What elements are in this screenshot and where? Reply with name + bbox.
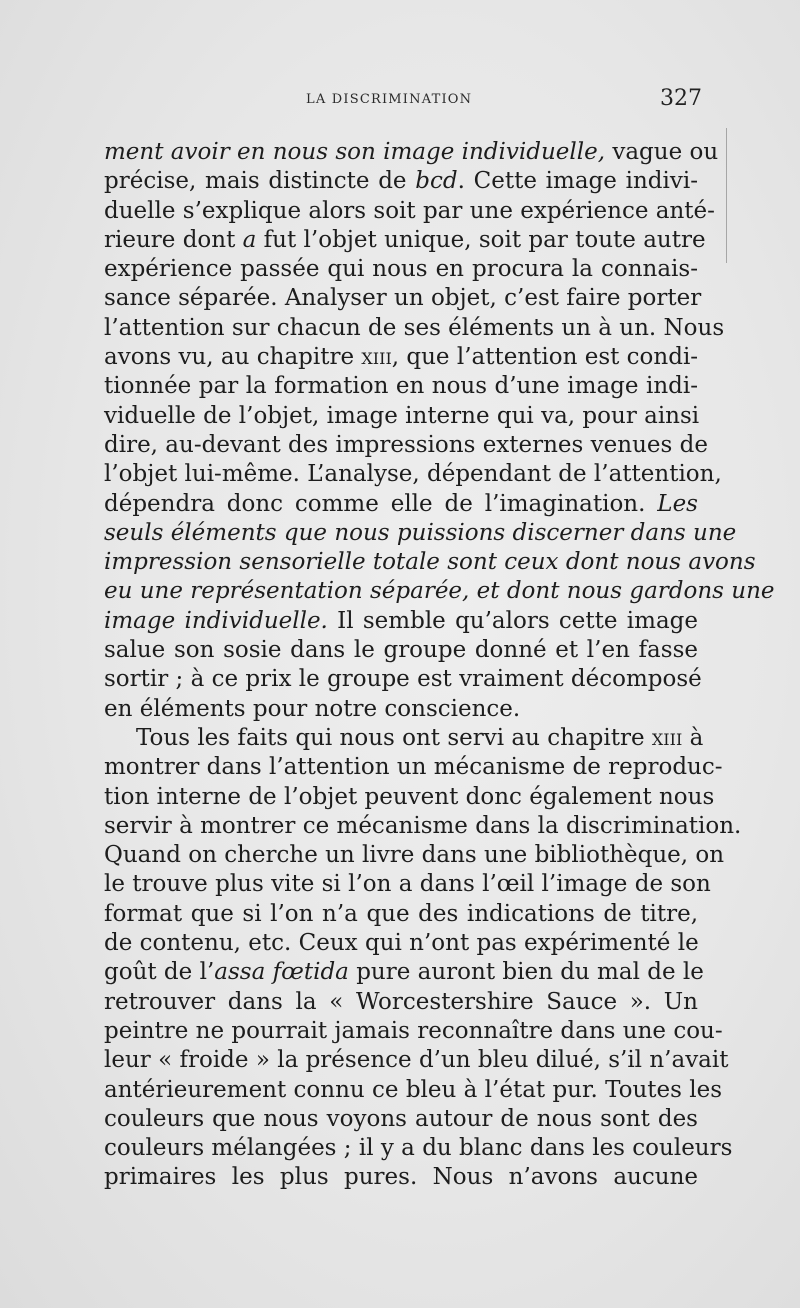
text-line [104,343,698,372]
text-line: viduelle de l’objet, image interne qui va, pour ainsi [104,402,700,429]
text-line: servir à montrer ce mécanisme dans la discrimination. [104,812,742,839]
text-line: Quand on cherche un livre dans une bibliothèque, on [104,842,725,869]
italic-span: bcd [415,168,458,195]
italic-span: Les [657,490,698,517]
text-span: fut l’objet unique, soit par toute autre [256,226,706,253]
text-line: l’attention sur chacun de ses éléments un à un. Nous [104,314,725,341]
text-span: vague ou [605,139,719,165]
text-line: tionnée par la formation en nous d’une image indi- [104,373,698,400]
text-line: montrer dans l’attention un mécanisme de reproduc- [104,754,723,781]
text-line: seuls éléments que nous puissions discerner dans une [104,519,737,546]
text-line: dire, au-devant des impressions externes venues de [104,431,708,458]
italic-span: ment avoir en nous son image individuelle, [104,139,606,165]
text-line: de contenu, etc. Ceux qui n’ont pas expérimenté le [104,930,699,957]
text-line: salue son sosie dans le groupe donné et l’en fasse [104,637,698,664]
text-line: retrouver dans la « Worcestershire Sauce ». Un [104,988,698,1015]
text-line [104,226,706,255]
text-line: peintre ne pourrait jamais reconnaître dans une cou- [104,1017,723,1044]
text-line: l’objet lui-même. L’analyse, dépendant de l’attention, [104,461,722,488]
page-number: 327 [660,86,702,111]
text-line: impression sensorielle totale sont ceux dont nous avons [104,549,756,576]
text-line [104,724,704,753]
text-line: duelle s’explique alors soit par une expérience anté- [104,197,715,224]
text-line [104,167,698,196]
text-line: sance séparée. Analyser un objet, c’est faire porter [104,285,702,312]
text-line: format que si l’on n’a que des indications de titre, [104,900,698,927]
text-line [104,607,698,636]
text-span: avons vu, au chapitre [104,344,362,371]
text-span: pure auront bien du mal de le [348,959,704,986]
text-line: expérience passée qui nous en procura la connais- [104,256,698,283]
text-span: , que l’attention est condi- [391,344,699,371]
text-span: Il semble qu’alors cette image [327,607,698,634]
text-span: goût de l’ [104,959,215,986]
text-line: sortir ; à ce prix le groupe est vraiment décomposé [104,666,702,693]
text-line [104,490,698,519]
chapter-numeral: xiii [361,344,392,371]
text-line: antérieurement connu ce bleu à l’état pur. Toutes les [104,1076,723,1103]
margin-mark [718,128,727,263]
text-line: eu une représentation séparée, et dont nous gardons une [104,578,775,605]
text-span: dépendra donc comme elle de l’imagination. [104,490,658,517]
text-span: . Cette image indivi- [457,168,698,195]
main-text [104,138,775,1193]
text-line: le trouve plus vite si l’on a dans l’œil l’image de son [104,871,711,898]
text-span: précise, mais distincte de [104,168,416,195]
text-span: Tous les faits qui nous ont servi au chapitre [136,724,652,751]
text-line: tion interne de l’objet peuvent donc également nous [104,783,715,810]
text-line: couleurs que nous voyons autour de nous sont des [104,1105,698,1132]
text-line: primaires les plus pures. Nous n’avons aucune [104,1164,698,1191]
chapter-numeral: xiii [651,724,683,751]
text-span: rieure dont [104,226,243,253]
italic-span: image individuelle. [104,607,328,634]
italic-span: a [242,226,257,253]
text-line [104,958,704,987]
italic-span: assa fœtida [214,959,349,986]
text-line [104,138,719,167]
text-line: en éléments pour notre conscience. [104,695,521,722]
running-title: LA DISCRIMINATION [306,92,473,107]
text-span: à [682,724,704,751]
text-line: leur « froide » la présence d’un bleu dilué, s’il n’avait [104,1047,729,1074]
text-line: couleurs mélangées ; il y a du blanc dans les couleurs [104,1135,733,1162]
